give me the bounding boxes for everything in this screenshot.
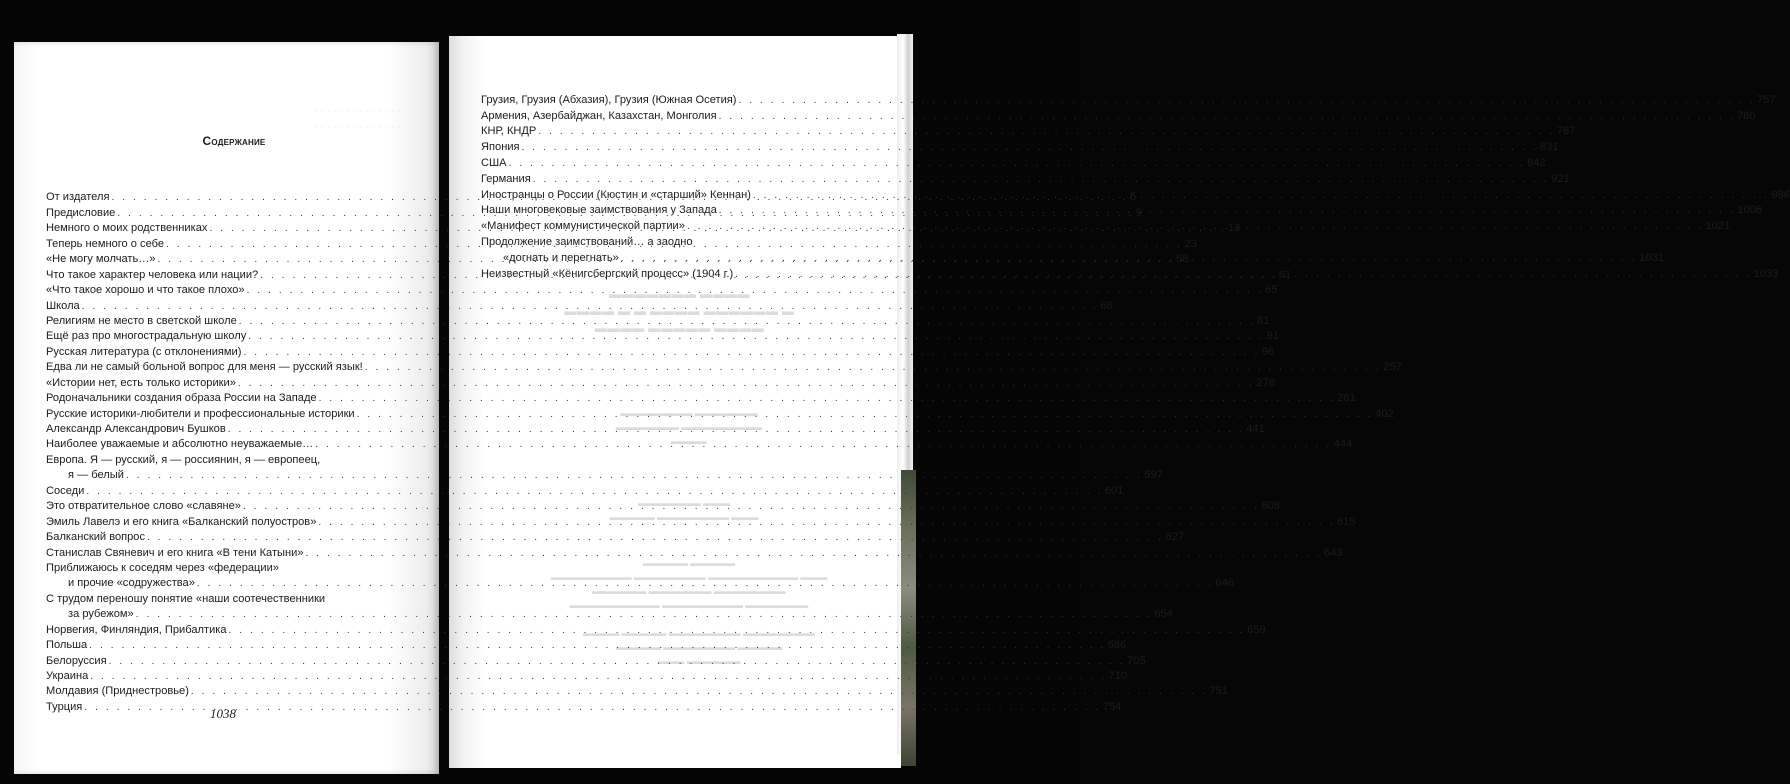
- toc-entry: [46, 283, 1278, 298]
- toc-leader-dots: [719, 109, 1736, 124]
- toc-entry: [46, 437, 1353, 452]
- toc-entry: [46, 452, 407, 467]
- toc-entry-title: «Манифест коммунистической партии»: [481, 220, 685, 233]
- toc-entry-title: Япония: [481, 141, 520, 154]
- toc-leader-dots: [243, 345, 1260, 360]
- show-through-imprint: ▬▬▬ ▬▬▬▬▬▬▬ ▬▬▬ ▬▬▬▬▬▬▬▬ ▬▬▬▬▬: [609, 498, 759, 522]
- toc-leader-dots: [136, 607, 1153, 622]
- page-number: 1038: [210, 706, 236, 721]
- toc-entry: [46, 375, 1275, 390]
- toc-entry-title: Родоначальники создания образа России на Западе: [46, 392, 317, 405]
- toc-entry-title: Эмиль Лавелэ и его книга «Балканский полуостров»: [46, 515, 317, 528]
- toc-leader-dots: [82, 299, 1099, 314]
- toc-leader-dots: [735, 267, 1752, 282]
- toc-entry-title: Религиям не место в светской школе: [46, 314, 237, 327]
- toc-entry-title: Украина: [46, 670, 89, 682]
- toc-leader-dots: [357, 407, 1374, 422]
- toc-entry-page: 278: [1256, 376, 1275, 389]
- toc-leader-dots: [538, 124, 1555, 139]
- toc-entry-page: 710: [1108, 670, 1128, 682]
- toc-leader-dots: [739, 93, 1756, 108]
- toc-entry: [481, 171, 1570, 187]
- toc-entry-title: Норвегия, Финляндия, Прибалтика: [46, 623, 227, 636]
- toc-entry: [481, 187, 1790, 203]
- toc-entry-title: Польша: [46, 639, 88, 652]
- toc-entry-title: Соседи: [46, 484, 85, 497]
- toc-entry-page: 1033: [1753, 267, 1779, 280]
- toc-leader-dots: [239, 314, 1256, 329]
- toc-entry-page: 58: [1176, 253, 1189, 266]
- toc-entry-page: 1021: [1705, 220, 1731, 233]
- toc-entry-title: Приближаюсь к соседям через «федерации»: [46, 561, 279, 574]
- toc-entry: [46, 561, 407, 576]
- toc-entry: [46, 344, 1275, 359]
- toc-entry-title: «Не могу молчать…»: [46, 253, 156, 266]
- toc-entry: [481, 124, 1576, 140]
- toc-entry: [46, 298, 1113, 313]
- toc-leader-dots: [109, 654, 1126, 669]
- toc-entry-page: 96: [1261, 345, 1275, 358]
- toc-entry-page: 68: [1100, 299, 1113, 312]
- toc-entry-page: 61: [1278, 268, 1292, 281]
- show-through-text: · · · · · · · · · · · · · ·: [314, 120, 402, 132]
- toc-entry: [481, 108, 1756, 124]
- toc-entry: [46, 406, 1394, 421]
- toc-entry-page: 659: [1247, 623, 1266, 636]
- toc-entry-title: Европа. Я — русский, я — россиянин, я — европеец,: [46, 453, 321, 466]
- toc-entry-title: США: [481, 156, 507, 169]
- toc-entry-page: 787: [1556, 125, 1576, 138]
- toc-entry: [46, 314, 1270, 329]
- toc-leader-dots: [90, 669, 1107, 684]
- toc-entry-title: Предисловие: [46, 206, 116, 219]
- toc-entry: [46, 360, 1402, 375]
- toc-entry: [481, 234, 846, 250]
- toc-entry: [481, 139, 1559, 155]
- toc-leader-dots: [86, 484, 1103, 499]
- toc-heading: Содержание: [202, 134, 266, 148]
- toc-leader-dots: [318, 515, 1335, 530]
- toc-entry-page: 91: [1266, 330, 1280, 343]
- toc-leader-dots: [84, 700, 1101, 715]
- toc-entry-page: 1006: [1737, 204, 1762, 217]
- toc-leader-dots: [509, 156, 1526, 171]
- toc-entry: [46, 607, 1173, 622]
- toc-leader-dots: [365, 360, 1382, 375]
- toc-entry-page: 643: [1324, 546, 1343, 559]
- toc-entry-title: «догнать и перегнать»: [503, 251, 619, 264]
- toc-entry-page: 986: [1771, 188, 1790, 201]
- toc-entry-title: С трудом переношу понятие «наши соотечественники: [46, 592, 326, 605]
- toc-entry: [481, 92, 1776, 108]
- toc-entry: [46, 514, 1356, 529]
- show-through-imprint: ▬▬▬▬▬▬▬ ▬▬▬▬▬▬▬▬ ▬▬▬▬▬▬▬▬▬ ▬▬▬▬▬▬▬ ▬▬▬▬: [615, 408, 763, 446]
- toc-leader-dots: [306, 546, 1323, 561]
- toc-entry: [46, 468, 1163, 483]
- toc-entry-page: 444: [1333, 438, 1353, 451]
- toc-entry-page: 751: [1209, 685, 1228, 698]
- toc-entry-title: «Истории нет, есть только историки»: [46, 376, 236, 389]
- toc-entry-title: Александр Александрович Бушков: [46, 423, 226, 435]
- toc-entry: [481, 155, 1546, 171]
- toc-entry: [46, 499, 1280, 514]
- toc-entry-title: Ещё раз про многострадальную школу: [46, 330, 247, 343]
- toc-entry-title: Наши многовековые заимствования у Запада: [481, 204, 717, 217]
- toc-entry-title: я — белый: [68, 469, 124, 482]
- toc-leader-dots: [228, 422, 1245, 437]
- toc-entry: [46, 653, 1146, 668]
- toc-entry-title: Наиболее уважаемые и абсолютно неуважаемые…: [46, 438, 314, 451]
- toc-entry-title: Германия: [481, 172, 531, 185]
- toc-entry-page: 402: [1375, 407, 1394, 420]
- toc-entry-title: Школа: [46, 299, 80, 312]
- show-through-text: · · · · · · · · · · · · · ·: [314, 104, 402, 116]
- toc-leader-dots: [243, 499, 1260, 514]
- toc-entry: [46, 576, 1234, 591]
- toc-leader-dots: [621, 251, 1638, 266]
- toc-entry-page: 686: [1107, 639, 1127, 652]
- toc-entry-title: за рубежом»: [68, 608, 134, 621]
- toc-entry-page: 601: [1104, 484, 1124, 497]
- toc-entry-title: Русские историки-любители и профессиональные историки: [46, 407, 355, 420]
- toc-leader-dots: [247, 283, 1264, 298]
- toc-leader-dots: [229, 623, 1246, 638]
- toc-entry-page: 65: [1265, 284, 1278, 297]
- toc-entry-title: Балканский вопрос: [46, 531, 146, 544]
- toc-entry-page: 5: [1130, 191, 1137, 204]
- toc-entry-page: 1031: [1639, 251, 1664, 264]
- toc-entry-title: Русская литература (с отклонениями): [46, 345, 242, 358]
- toc-leader-dots: [248, 329, 1265, 344]
- toc-entry-page: 654: [1154, 608, 1173, 621]
- toc-entry-page: 257: [1383, 361, 1402, 374]
- toc-entry-page: 842: [1527, 156, 1546, 169]
- toc-leader-dots: [126, 468, 1143, 483]
- toc-entry-page: 597: [1144, 469, 1163, 482]
- toc-entry-page: 13: [1227, 222, 1241, 235]
- toc-entry-page: 615: [1336, 515, 1356, 528]
- toc-entry-title: Белоруссия: [46, 654, 107, 667]
- toc-entry-page: 608: [1261, 500, 1280, 513]
- show-through-imprint: ▬▬▬▬▬▬▬▬ ▬▬▬▬▬▬▬▬ ▬▬▬▬▬ ▬▬▬▬ ▬▬▬▬▬ ▬▬▬▬▬▬▬▬ ▬▬▬▬▬ ▬▬▬▬▬▬ ▬▬▬: [583, 628, 815, 666]
- toc-entry: [46, 422, 1265, 437]
- toc-entry-title: Иностранцы о России (Кюстин и «старший» Кеннан): [481, 188, 751, 201]
- toc-entry-page: 441: [1246, 423, 1265, 435]
- toc-entry-page: 627: [1165, 531, 1185, 544]
- toc-entry-page: 705: [1127, 654, 1146, 667]
- toc-entry-page: 831: [1540, 141, 1559, 154]
- toc-entry-title: Неизвестный «Кёнигсбергский процесс» (1904 г.): [481, 267, 734, 280]
- toc-entry-page: 646: [1215, 577, 1234, 590]
- toc-entry: [46, 530, 1185, 545]
- toc-entry-title: Грузия, Грузия (Абхазия), Грузия (Южная Осетия): [481, 93, 737, 106]
- toc-entry-page: 757: [1757, 93, 1776, 106]
- toc-leader-dots: [719, 203, 1736, 218]
- toc-entry-title: Станислав Свяневич и его книга «В тени Катыни»: [46, 546, 304, 559]
- toc-leader-dots: [522, 140, 1539, 155]
- toc-leader-dots: [753, 188, 1770, 203]
- toc-leader-dots: [687, 219, 1704, 234]
- toc-leader-dots: [533, 172, 1550, 187]
- toc-entry-title: «Что такое хорошо и что такое плохо»: [46, 284, 245, 297]
- toc-entry-title: КНР, КНДР: [481, 125, 537, 138]
- toc-entry-title: Армения, Азербайджан, Казахстан, Монголия: [481, 109, 717, 122]
- toc-entry: [46, 684, 1228, 699]
- toc-leader-dots: [191, 684, 1208, 699]
- toc-entry: [481, 203, 1762, 219]
- toc-entry-page: 921: [1551, 172, 1570, 185]
- toc-entry-page: 9: [1135, 206, 1143, 219]
- toc-leader-dots: [315, 437, 1332, 452]
- show-through-imprint: ▬▬▬▬ ▬▬▬▬▬▬▬ ▬ ▬▬▬▬▬▬ ▬▬▬▬ ▬ ▬ ▬▬▬▬ ▬▬▬▬ ▬▬▬▬▬ ▬▬▬▬: [564, 287, 794, 335]
- toc-entry: [46, 483, 1124, 498]
- toc-leader-dots: [147, 530, 1164, 545]
- toc-entry-title: Это отвратительное слово «славяне»: [46, 500, 241, 513]
- show-through-imprint: ▬▬▬▬▬ ▬▬▬▬▬ ▬▬▬ ▬▬▬▬▬▬▬▬▬▬ ▬▬▬▬▬▬▬▬ ▬▬▬▬▬▬▬▬▬ ▬▬▬▬▬▬▬▬ ▬▬▬▬▬▬▬ ▬▬▬▬▬▬ ▬▬▬▬▬▬▬ ▬▬▬▬▬▬▬▬▬ ▬▬▬▬▬▬▬▬▬▬: [550, 558, 828, 610]
- toc-entry-title: Продолжение заимствований… а заодно: [481, 235, 693, 248]
- toc-entry-title: Что такое характер человека или нации?: [46, 268, 259, 281]
- toc-entry: [46, 622, 1266, 637]
- toc-entry-title: Немного о моих родственниках: [46, 222, 208, 235]
- toc-leader-dots: [197, 576, 1214, 591]
- toc-entry-title: Турция: [46, 700, 83, 713]
- toc-entry-page: 281: [1337, 392, 1356, 405]
- toc-entry-title: Молдавия (Приднестровье): [46, 685, 189, 698]
- toc-leader-dots: [89, 638, 1106, 653]
- toc-leader-dots: [319, 391, 1336, 406]
- toc-entry: [46, 391, 1356, 406]
- toc-entry-page: 754: [1102, 700, 1122, 713]
- toc-entry: [46, 638, 1127, 653]
- toc-entry-title: и прочие «содружества»: [68, 577, 195, 590]
- toc-entry-page: 81: [1257, 314, 1270, 327]
- toc-entry-title: От издателя: [46, 191, 110, 204]
- toc-leader-dots: [238, 376, 1255, 391]
- toc-entry-page: 780: [1737, 109, 1756, 122]
- toc-entry: [46, 545, 1343, 560]
- toc-entry: [46, 329, 1280, 344]
- toc-entry: [46, 669, 1128, 684]
- toc-entry-page: 23: [1184, 237, 1197, 250]
- toc-entry-title: Едва ли не самый больной вопрос для меня — русский язык!: [46, 361, 363, 374]
- toc-entry-title: Теперь немного о себе: [46, 237, 165, 250]
- toc-entry: [46, 591, 407, 606]
